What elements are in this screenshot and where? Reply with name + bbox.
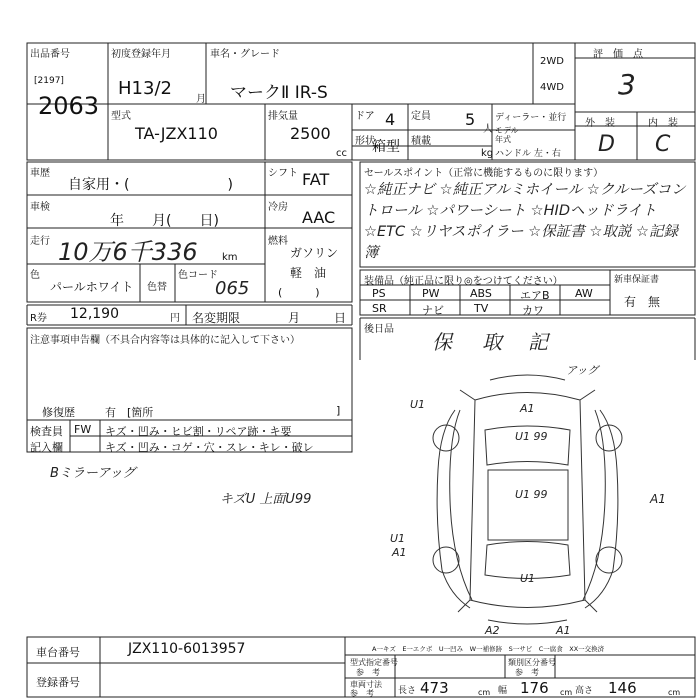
repair-close: ] bbox=[336, 404, 341, 417]
fuel-paren: ( ) bbox=[278, 286, 320, 299]
mark-a2-rear: A2 bbox=[485, 624, 500, 637]
rating-value: 3 bbox=[618, 68, 636, 101]
equip-leather: カワ bbox=[522, 304, 544, 317]
sales-text: ☆純正ナビ ☆純正アルミホイール ☆クルーズコントロール ☆パワーシート ☆HIDヘッドライト ☆ETC ☆リヤスポイラー ☆保証書 ☆取説 ☆記録簿 bbox=[364, 182, 686, 261]
fuel-light: 軽 油 bbox=[290, 266, 327, 280]
shift-label: シフト bbox=[268, 168, 298, 179]
mark-u1-left: U1 bbox=[410, 398, 426, 411]
equip-tv: TV bbox=[474, 302, 489, 315]
color-label: 色 bbox=[30, 270, 40, 281]
mark-u1-lower-left: U1 bbox=[390, 532, 406, 545]
mark-a1-rear: A1 bbox=[556, 624, 571, 637]
type-designation-ref: 参 考 bbox=[356, 668, 380, 677]
entry-label: 記入欄 bbox=[30, 441, 63, 454]
capacity-label: 定員 bbox=[411, 111, 431, 122]
mileage-value: 10万6千336 bbox=[58, 238, 198, 266]
height-label: 高さ bbox=[575, 686, 594, 696]
inspection-value: 年 月( 日) bbox=[110, 213, 219, 229]
name-change-month: 月 bbox=[288, 311, 301, 325]
repair-label: 修復歴 bbox=[42, 406, 75, 419]
type-label: 型式 bbox=[111, 111, 131, 122]
inspector-label: 検査員 bbox=[30, 425, 63, 438]
doc-records: 記 bbox=[528, 330, 548, 354]
doors-value: 4 bbox=[385, 110, 396, 129]
entry-items: キズ・凹み・コゲ・穴・スレ・キレ・破レ bbox=[105, 441, 314, 454]
interior-label: 内 装 bbox=[648, 118, 678, 129]
model-label: 車名・グレード bbox=[210, 49, 280, 60]
handwritten-note-2: キズU 上面U99 bbox=[220, 492, 312, 507]
width-value: 176 bbox=[520, 679, 549, 697]
mark-a1-lower-left: A1 bbox=[392, 546, 407, 559]
length-value: 473 bbox=[420, 679, 449, 697]
category-label: 類別区分番号 bbox=[508, 658, 556, 667]
warranty-none: 無 bbox=[648, 295, 661, 309]
mark-u1-99-hood: U1 99 bbox=[515, 430, 548, 443]
new-warranty-label: 新車保証書 bbox=[614, 275, 660, 285]
shift-value: FAT bbox=[302, 170, 330, 189]
first-reg-label: 初度登録年月 bbox=[111, 49, 171, 60]
model-year-label: モデル 年式 bbox=[495, 126, 519, 144]
drive-2wd: 2WD bbox=[540, 56, 564, 67]
interior-grade: C bbox=[655, 132, 671, 157]
recycle-value: 12,190 bbox=[70, 306, 119, 322]
size-label: 車両寸法 参 考 bbox=[350, 680, 382, 698]
mark-u1-trunk: U1 bbox=[520, 572, 536, 585]
mark-a1-front: A1 bbox=[520, 402, 535, 415]
length-label: 長さ bbox=[398, 686, 417, 696]
doc-manual: 取 bbox=[482, 330, 502, 354]
equip-pw: PW bbox=[422, 287, 440, 300]
fw-label: FW bbox=[74, 423, 92, 436]
mark-a1-right: A1 bbox=[650, 492, 666, 506]
equip-ps: PS bbox=[372, 287, 386, 300]
handwritten-note-1: Bミラーアッグ bbox=[50, 466, 136, 481]
color-value: パールホワイト bbox=[50, 280, 134, 294]
exterior-label: 外 装 bbox=[585, 118, 615, 129]
equip-airbag: エアB bbox=[520, 289, 550, 302]
equip-sr: SR bbox=[372, 302, 387, 315]
rating-label: 評 価 点 bbox=[593, 49, 643, 60]
type-value: TA-JZX110 bbox=[135, 124, 218, 143]
lot-number: 2063 bbox=[38, 92, 100, 120]
sales-title: セールスポイント（正常に機能するものに限ります） bbox=[364, 168, 604, 179]
equipment-title: 装備品（純正品に限り◎をつけてください） bbox=[364, 276, 563, 287]
shape-value: 箱型 bbox=[372, 139, 400, 155]
model-value: マークⅡ IR-S bbox=[230, 83, 328, 103]
history-value: 自家用・( ) bbox=[68, 177, 233, 193]
name-change-label: 名変期限 bbox=[192, 311, 241, 325]
history-label: 車歴 bbox=[30, 168, 50, 179]
kg-unit: kg bbox=[481, 148, 494, 159]
color-code-label: 色コード bbox=[178, 270, 218, 281]
mark-airbag: アッグ bbox=[566, 364, 599, 377]
damage-legend: A一キズ E一エクボ U一凹み W一補修跡 S一サビ C一腐食 XX一交換済 bbox=[372, 645, 605, 653]
width-unit: cm bbox=[560, 688, 573, 697]
recycle-label: R券 bbox=[30, 313, 47, 324]
name-change-day: 日 bbox=[334, 311, 347, 325]
cc-unit: cc bbox=[336, 148, 347, 159]
dealer-label: ディーラー・並行 bbox=[495, 113, 567, 123]
equip-abs: ABS bbox=[470, 287, 492, 300]
warranty-have: 有 bbox=[624, 295, 637, 309]
lot-code: [2197] bbox=[34, 76, 64, 86]
type-designation-label: 型式指定番号 bbox=[350, 658, 398, 667]
mark-u1-99-roof: U1 99 bbox=[515, 488, 548, 501]
yen-unit: 円 bbox=[170, 313, 180, 324]
chassis-label: 車台番号 bbox=[36, 646, 80, 659]
capacity-value: 5 bbox=[465, 110, 476, 129]
load-label: 積載 bbox=[411, 136, 431, 147]
doors-label: ドア bbox=[355, 111, 375, 122]
month-suffix: 月 bbox=[196, 94, 206, 105]
displacement-label: 排気量 bbox=[268, 111, 298, 122]
lot-label: 出品番号 bbox=[30, 49, 70, 60]
equip-navi: ナビ bbox=[422, 304, 444, 317]
width-label: 幅 bbox=[498, 686, 508, 696]
ac-label: 冷房 bbox=[268, 202, 288, 213]
inspection-label: 車検 bbox=[30, 202, 50, 213]
first-reg-value: H13/2 bbox=[118, 78, 172, 99]
category-ref: 参 考 bbox=[515, 668, 539, 677]
repaint-label: 色替 bbox=[147, 282, 167, 293]
notes-title: 注意事項申告欄（不具合内容等は具体的に記入して下さい） bbox=[30, 335, 300, 346]
repair-value: 有 [箇所 bbox=[105, 406, 154, 419]
person-unit: 人 bbox=[483, 124, 493, 135]
equip-aw: AW bbox=[575, 287, 593, 300]
fw-items: キズ・凹み・ヒビ割・リペア跡・キ要 bbox=[105, 425, 292, 438]
ac-value: AAC bbox=[302, 208, 336, 227]
color-code-value: 065 bbox=[215, 278, 250, 299]
km-unit: km bbox=[222, 252, 238, 263]
handle-label: ハンドル 左・右 bbox=[495, 149, 561, 159]
height-value: 146 bbox=[608, 679, 637, 697]
mileage-label: 走行 bbox=[30, 236, 50, 247]
displacement-value: 2500 bbox=[290, 124, 331, 143]
chassis-value: JZX110-6013957 bbox=[128, 641, 246, 657]
doc-warranty: 保 bbox=[432, 330, 452, 354]
fuel-gas: ガソリン bbox=[290, 246, 339, 260]
height-unit: cm bbox=[668, 688, 681, 697]
registration-label: 登録番号 bbox=[36, 676, 80, 689]
exterior-grade: D bbox=[598, 132, 615, 157]
shape-label: 形状 bbox=[355, 136, 375, 147]
drive-4wd: 4WD bbox=[540, 82, 564, 93]
fuel-label: 燃料 bbox=[268, 236, 288, 247]
length-unit: cm bbox=[478, 688, 491, 697]
docs-label: 後日品 bbox=[364, 324, 394, 335]
